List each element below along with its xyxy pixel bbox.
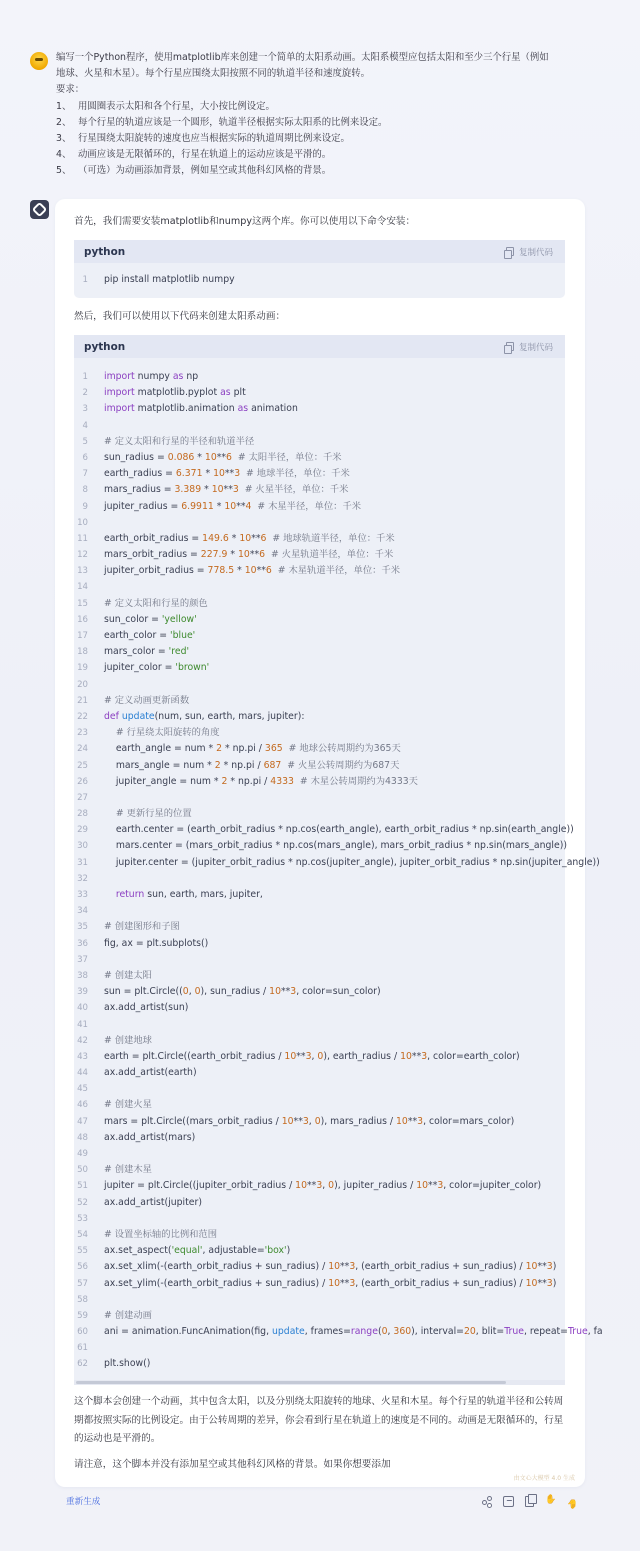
line-number: 62 xyxy=(77,1359,88,1370)
code-line xyxy=(74,612,565,628)
line-number: 33 xyxy=(77,890,88,900)
requirement-number: 1、 xyxy=(56,100,72,112)
code-text: sun_color = 'yellow' xyxy=(104,613,197,625)
line-number: 37 xyxy=(77,954,88,965)
line-number: 23 xyxy=(77,728,88,739)
line-number: 27 xyxy=(77,792,88,803)
code-header xyxy=(74,335,565,358)
code-text: jupiter_angle = num * 2 * np.pi / 4333 # 木星公转周期约为4333天 xyxy=(104,775,418,787)
line-number: 40 xyxy=(77,1003,88,1014)
requirement-text: 用圆圈表示太阳和各个行星，大小按比例设定。 xyxy=(78,100,275,112)
regenerate-button[interactable]: 重新生成 xyxy=(66,1497,101,1507)
code-text: # 创建地球 xyxy=(104,1034,152,1046)
line-number: 61 xyxy=(77,1343,88,1354)
line-number: 26 xyxy=(77,776,88,787)
scrollbar-thumb[interactable] xyxy=(76,1381,506,1384)
code-line xyxy=(74,790,565,806)
requirement-item xyxy=(56,147,549,163)
copy-icon xyxy=(506,247,514,256)
code-line xyxy=(74,774,565,790)
code-text: import matplotlib.animation as animation xyxy=(104,403,298,415)
share-icon[interactable] xyxy=(481,1496,492,1507)
code-line xyxy=(74,1324,603,1340)
code-text: jupiter_radius = 6.9911 * 10**4 # 木星半径，单位：千米 xyxy=(104,500,362,512)
code-line xyxy=(74,450,565,466)
code-text: mars_radius = 3.389 * 10**3 # 火星半径，单位：千米 xyxy=(104,484,349,496)
line-number: 48 xyxy=(77,1132,88,1143)
code-line xyxy=(74,563,565,579)
line-number: 36 xyxy=(77,938,88,949)
code-line xyxy=(74,677,565,693)
code-line xyxy=(74,1243,565,1259)
note-text: 请注意，这个脚本并没有添加星空或其他科幻风格的背景。如果你想要添加 xyxy=(74,1459,391,1470)
code-line xyxy=(74,1211,565,1227)
code-text: earth_orbit_radius = 149.6 * 10**6 # 地球轨道半径，单位：千米 xyxy=(104,532,395,544)
line-number: 47 xyxy=(77,1116,88,1127)
code-text: # 设置坐标轴的比例和范围 xyxy=(104,1228,218,1240)
action-icons xyxy=(470,1496,578,1507)
code-line xyxy=(74,1259,565,1275)
line-number: 19 xyxy=(77,663,88,674)
code-line xyxy=(74,709,565,725)
prompt-line: 要求： xyxy=(56,84,85,96)
line-number: 57 xyxy=(77,1278,88,1289)
line-number: 2 xyxy=(82,388,88,399)
line-number: 22 xyxy=(77,711,88,722)
code-text: pip install matplotlib numpy xyxy=(104,274,235,285)
code-line xyxy=(74,741,565,757)
line-number: 52 xyxy=(77,1197,88,1208)
code-text: jupiter.center = (jupiter_orbit_radius * np.cos(jupiter_angle), jupiter_orbit_radius * np.sin(jupiter_angle)) xyxy=(104,856,600,868)
code-line xyxy=(74,758,565,774)
code-text: jupiter_color = 'brown' xyxy=(104,662,210,674)
like-icon[interactable] xyxy=(545,1496,556,1507)
prompt-line: 编写一个Python程序，使用matplotlib库来创建一个简单的太阳系动画。太阳系模型应包括太阳和至少三个行星（例如 xyxy=(56,52,549,63)
line-number: 25 xyxy=(77,760,88,771)
code-line xyxy=(74,855,600,871)
model-watermark: 由文心大模型 4.0 生成 xyxy=(513,1475,575,1482)
requirement-item xyxy=(56,99,549,115)
code-line xyxy=(74,401,565,417)
line-number: 51 xyxy=(77,1181,88,1192)
code-line xyxy=(74,903,565,919)
code-line xyxy=(74,531,565,547)
requirement-text: 动画应该是无限循环的，行星在轨道上的运动应该是平滑的。 xyxy=(78,149,332,161)
code-line xyxy=(74,1292,565,1308)
line-number: 56 xyxy=(77,1262,88,1273)
code-line xyxy=(74,272,565,288)
code-text: # 创建太阳 xyxy=(104,969,152,981)
code-line xyxy=(74,1178,565,1194)
code-line xyxy=(74,1081,565,1097)
code-text: sun = plt.Circle((0, 0), sun_radius / 10**3, color=sun_color) xyxy=(104,986,381,998)
line-number: 11 xyxy=(77,533,88,544)
line-number: 39 xyxy=(77,987,88,998)
code-text: jupiter_orbit_radius = 778.5 * 10**6 # 木星轨道半径，单位：千米 xyxy=(104,565,401,577)
line-number: 17 xyxy=(77,631,88,641)
code-text: # 创建木星 xyxy=(104,1164,152,1176)
copy-code-label: 复制代码 xyxy=(518,342,553,353)
code-line xyxy=(74,1097,565,1113)
code-line xyxy=(74,693,565,709)
requirement-text: （可选）为动画添加背景，例如星空或其他科幻风格的背景。 xyxy=(78,165,332,177)
summary-text: 这个脚本会创建一个动画，其中包含太阳，以及分别绕太阳旋转的地球、火星和木星。每个行星的轨道半径和公转周期都按照实际的比例设定。由于公转周期的差异，你会看到行星在轨道上的速度是不同的。动画是无限循环的，行星的运动也是平滑的。 xyxy=(74,1396,564,1444)
requirement-item xyxy=(56,163,549,179)
code-text: return sun, earth, mars, jupiter, xyxy=(115,889,263,900)
code-block-install xyxy=(74,240,565,298)
code-line xyxy=(74,499,565,515)
horizontal-scrollbar[interactable] xyxy=(74,1380,565,1385)
code-body xyxy=(74,358,603,1373)
line-number: 16 xyxy=(77,614,88,625)
line-number: 5 xyxy=(82,436,88,447)
code-text: # 行星绕太阳旋转的角度 xyxy=(115,727,220,739)
code-text: # 创建图形和子图 xyxy=(104,921,180,933)
line-number: 1 xyxy=(82,275,88,285)
code-line xyxy=(74,1033,565,1049)
requirement-item xyxy=(56,131,549,147)
code-text: import matplotlib.pyplot as plt xyxy=(104,387,246,399)
prompt-line: 地球、火星和木星）。每个行星应围绕太阳按照不同的轨道半径和速度旋转。 xyxy=(56,68,371,80)
line-number: 13 xyxy=(77,566,88,577)
line-number: 60 xyxy=(77,1327,88,1338)
code-line xyxy=(74,936,565,952)
code-text: mars.center = (mars_orbit_radius * np.cos(mars_angle), mars_orbit_radius * np.sin(mars_angle)) xyxy=(104,840,567,852)
copy-code-button[interactable] xyxy=(506,246,553,258)
code-line xyxy=(74,952,565,968)
requirement-number: 5、 xyxy=(56,165,72,177)
line-number: 3 xyxy=(82,404,88,415)
code-line xyxy=(74,1340,565,1356)
code-line xyxy=(74,1017,565,1033)
requirement-number: 2、 xyxy=(56,116,72,128)
line-number: 14 xyxy=(77,582,88,593)
code-text: ax.set_ylim(-(earth_orbit_radius + sun_radius) / 10**3, (earth_orbit_radius + sun_radius) / 10**3) xyxy=(104,1277,557,1289)
code-line xyxy=(74,385,565,401)
code-text: ax.add_artist(earth) xyxy=(104,1067,197,1079)
line-number: 54 xyxy=(77,1229,88,1240)
requirement-item xyxy=(56,115,549,131)
emoji-avatar-icon xyxy=(30,52,48,70)
code-line xyxy=(74,838,565,854)
line-number: 12 xyxy=(77,550,88,561)
line-number: 15 xyxy=(77,598,88,609)
code-text: import numpy as np xyxy=(104,371,199,382)
code-line xyxy=(74,1146,565,1162)
code-line xyxy=(74,1308,565,1324)
assistant-answer-card xyxy=(55,199,603,1487)
code-text: ax.add_artist(sun) xyxy=(104,1002,189,1014)
line-number: 18 xyxy=(77,647,88,658)
line-number: 46 xyxy=(77,1100,88,1111)
code-line xyxy=(74,725,565,741)
code-line xyxy=(74,466,565,482)
code-line xyxy=(74,1227,565,1243)
code-line xyxy=(74,1276,565,1292)
code-text: earth_radius = 6.371 * 10**3 # 地球半径，单位：千米 xyxy=(104,468,350,480)
user-message-text xyxy=(56,50,549,180)
copy-code-button[interactable] xyxy=(506,341,553,353)
code-text: earth_color = 'blue' xyxy=(104,630,196,641)
line-number: 21 xyxy=(77,695,88,706)
code-text: # 更新行星的位置 xyxy=(115,808,192,820)
code-text: sun_radius = 0.086 * 10**6 # 太阳半径，单位：千米 xyxy=(104,451,342,463)
line-number: 50 xyxy=(77,1165,88,1176)
code-line xyxy=(74,579,565,595)
code-line xyxy=(74,1049,565,1065)
code-text: ax.set_aspect('equal', adjustable='box') xyxy=(104,1245,291,1257)
code-line xyxy=(74,1130,565,1146)
line-number: 58 xyxy=(77,1294,88,1305)
copy-code-label: 复制代码 xyxy=(518,247,553,258)
line-number: 43 xyxy=(77,1051,88,1062)
code-line xyxy=(74,418,565,434)
answer-actions xyxy=(66,1493,578,1509)
code-line xyxy=(74,547,565,563)
code-text: # 定义太阳和行星的颜色 xyxy=(104,597,208,609)
code-line xyxy=(74,871,565,887)
code-text: # 定义动画更新函数 xyxy=(104,694,190,706)
image-icon[interactable] xyxy=(503,1496,514,1507)
assistant-logo-icon xyxy=(30,200,49,219)
line-number: 1 xyxy=(82,372,88,382)
code-line xyxy=(74,482,565,498)
line-number: 10 xyxy=(77,517,88,528)
line-number: 44 xyxy=(77,1068,88,1079)
line-number: 24 xyxy=(77,744,88,755)
code-text: mars_angle = num * 2 * np.pi / 687 # 火星公转周期约为687天 xyxy=(104,759,400,771)
line-number: 41 xyxy=(77,1019,88,1030)
line-number: 45 xyxy=(77,1084,88,1095)
code-line xyxy=(74,434,565,450)
requirement-number: 3、 xyxy=(56,133,72,145)
requirement-text: 每个行星的轨道应该是一个圆形，轨道半径根据实际太阳系的比例来设定。 xyxy=(78,116,388,128)
line-number: 9 xyxy=(82,501,88,512)
dislike-icon[interactable] xyxy=(567,1496,578,1507)
code-text: # 定义太阳和行星的半径和轨道半径 xyxy=(104,435,255,447)
line-number: 30 xyxy=(77,841,88,852)
copy-icon xyxy=(506,342,514,351)
intro-text: 首先，我们需要安装matplotlib和numpy这两个库。你可以使用以下命令安装： xyxy=(74,216,416,227)
code-text: earth_angle = num * 2 * np.pi / 365 # 地球公转周期约为365天 xyxy=(104,743,401,755)
code-line xyxy=(74,628,565,644)
code-line xyxy=(74,1000,565,1016)
code-line xyxy=(74,1356,565,1372)
code-text: fig, ax = plt.subplots() xyxy=(104,937,209,949)
line-number: 38 xyxy=(77,970,88,981)
line-number: 42 xyxy=(77,1035,88,1046)
line-number: 28 xyxy=(77,809,88,820)
line-number: 32 xyxy=(77,873,88,884)
code-line xyxy=(74,919,565,935)
code-line xyxy=(74,369,565,385)
code-line xyxy=(74,596,565,612)
code-text: # 创建火星 xyxy=(104,1099,152,1111)
line-number: 34 xyxy=(77,906,88,917)
code-text: def update(num, sun, earth, mars, jupiter): xyxy=(104,710,305,722)
code-line xyxy=(74,887,565,903)
line-number: 35 xyxy=(77,922,88,933)
code-text: ax.add_artist(mars) xyxy=(104,1131,196,1143)
code-text: ani = animation.FuncAnimation(fig, update, frames=range(0, 360), interval=20, blit=True, repeat=True, fa xyxy=(104,1326,603,1338)
line-number: 29 xyxy=(77,825,88,836)
requirement-text: 行星围绕太阳旋转的速度也应当根据实际的轨道周期比例来设定。 xyxy=(78,133,350,145)
requirement-number: 4、 xyxy=(56,149,72,161)
code-block-solar-system xyxy=(74,335,603,1385)
line-number: 4 xyxy=(82,420,88,431)
code-line xyxy=(74,1195,565,1211)
code-line xyxy=(74,644,565,660)
line-number: 31 xyxy=(77,857,88,868)
line-number: 20 xyxy=(77,679,88,690)
code-text: earth.center = (earth_orbit_radius * np.cos(earth_angle), earth_orbit_radius * np.sin(earth_angle)) xyxy=(104,824,574,836)
code-language-label: python xyxy=(84,245,126,258)
code-header xyxy=(74,240,565,263)
code-line xyxy=(74,984,565,1000)
code-line xyxy=(74,822,574,838)
code-text: earth = plt.Circle((earth_orbit_radius / 10**3, 0), earth_radius / 10**3, color=earth_color) xyxy=(104,1050,520,1062)
code-text: ax.add_artist(jupiter) xyxy=(104,1196,202,1208)
code-line xyxy=(74,806,565,822)
line-number: 7 xyxy=(82,469,88,480)
code-line xyxy=(74,1114,565,1130)
line-number: 59 xyxy=(77,1310,88,1321)
line-number: 53 xyxy=(77,1213,88,1224)
line-number: 55 xyxy=(77,1246,88,1257)
code-line xyxy=(74,515,565,531)
code-text: mars_color = 'red' xyxy=(104,646,190,658)
user-message xyxy=(30,50,590,180)
code-line xyxy=(74,1162,565,1178)
code-text: ax.set_xlim(-(earth_orbit_radius + sun_radius) / 10**3, (earth_orbit_radius + sun_radius) / 10**3) xyxy=(104,1261,557,1273)
line-number: 6 xyxy=(82,452,88,463)
code-text: # 创建动画 xyxy=(104,1309,152,1321)
code-line xyxy=(74,660,565,676)
code-text: jupiter = plt.Circle((jupiter_orbit_radius / 10**3, 0), jupiter_radius / 10**3, color=jupiter_color) xyxy=(104,1180,542,1192)
code-body xyxy=(74,263,565,288)
line-number: 49 xyxy=(77,1149,88,1159)
code-text: plt.show() xyxy=(104,1358,151,1370)
copy-icon[interactable] xyxy=(525,1496,534,1507)
then-text: 然后，我们可以使用以下代码来创建太阳系动画： xyxy=(74,311,286,322)
code-text: mars_orbit_radius = 227.9 * 10**6 # 火星轨道半径，单位：千米 xyxy=(104,549,394,561)
code-line xyxy=(74,1065,565,1081)
line-number: 8 xyxy=(82,485,88,496)
code-language-label: python xyxy=(84,340,126,353)
code-line xyxy=(74,968,565,984)
code-text: mars = plt.Circle((mars_orbit_radius / 10**3, 0), mars_radius / 10**3, color=mars_color) xyxy=(104,1115,515,1127)
